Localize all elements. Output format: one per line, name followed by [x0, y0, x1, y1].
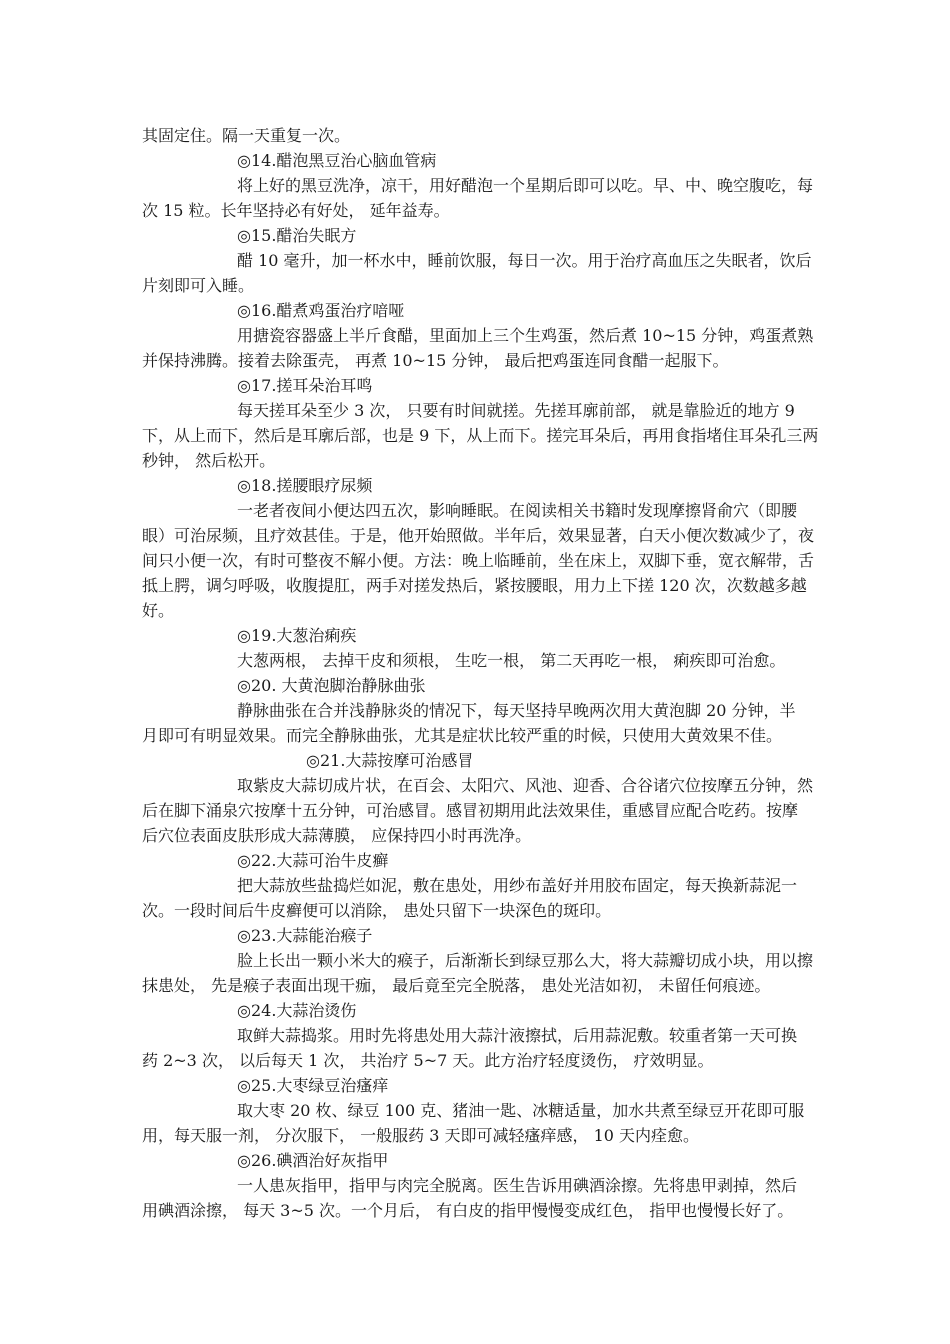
section-heading: ◎17.搓耳朵治耳鸣 [237, 376, 373, 395]
paragraph-line: 静脉曲张在合并浅静脉炎的情况下，每天坚持早晚两次用大黄泡脚 20 分钟，半 [237, 701, 796, 720]
section-heading: ◎25.大枣绿豆治瘙痒 [237, 1076, 389, 1095]
paragraph-line: 好。 [142, 601, 175, 620]
paragraph-line: 月即可有明显效果。而完全静脉曲张，尤其是症状比较严重的时候，只使用大黄效果不佳。 [142, 726, 783, 745]
section-heading: ◎26.碘酒治好灰指甲 [237, 1151, 389, 1170]
paragraph-line: 抹患处， 先是瘊子表面出现干痂， 最后竟至完全脱落， 患处光洁如初， 未留任何痕迹。 [142, 976, 771, 995]
section-heading: ◎14.醋泡黑豆治心脑血管病 [237, 151, 437, 170]
paragraph-line: 后在脚下涌泉穴按摩十五分钟，可治感冒。感冒初期用此法效果佳，重感冒应配合吃药。按摩 [142, 801, 799, 820]
document-page [142, 123, 819, 1223]
paragraph-line: 后穴位表面皮肤形成大蒜薄膜， 应保持四小时再洗净。 [142, 826, 532, 845]
section-heading: ◎18.搓腰眼疗尿频 [237, 476, 373, 495]
paragraph-line: 用碘酒涂擦， 每天 3~5 次。一个月后， 有白皮的指甲慢慢变成红色， 指甲也慢慢长好了。 [142, 1201, 794, 1220]
paragraph-line: 将上好的黑豆洗净，凉干，用好醋泡一个星期后即可以吃。早、中、晚空腹吃，每 [237, 176, 814, 195]
paragraph-line: 用搪瓷容器盛上半斤食醋，里面加上三个生鸡蛋，然后煮 10~15 分钟，鸡蛋煮熟 [237, 326, 814, 345]
paragraph-line: 间只小便一次，有时可整夜不解小便。方法：晚上临睡前，坐在床上，双脚下垂，宽衣解带，舌 [142, 551, 815, 570]
paragraph-line: 每天搓耳朵至少 3 次， 只要有时间就搓。先搓耳廓前部， 就是靠脸近的地方 9 [237, 401, 795, 420]
paragraph-line: 次。一段时间后牛皮癣便可以消除， 患处只留下一块深色的斑印。 [142, 901, 612, 920]
paragraph-line: 用，每天服一剂， 分次服下， 一般服药 3 天即可减轻瘙痒感， 10 天内痊愈。 [142, 1126, 700, 1145]
paragraph-line: 取紫皮大蒜切成片状，在百会、太阳穴、风池、迎香、合谷诸穴位按摩五分钟，然 [237, 776, 814, 795]
section-heading: ◎22.大蒜可治牛皮癣 [237, 851, 389, 870]
paragraph-line: 片刻即可入睡。 [142, 276, 255, 295]
paragraph-line: 并保持沸腾。接着去除蛋壳， 再煮 10~15 分钟， 最后把鸡蛋连同食醋一起服下。 [142, 351, 729, 370]
paragraph-line: 药 2~3 次， 以后每天 1 次， 共治疗 5~7 天。此方治疗轻度烫伤， 疗效明显。 [142, 1051, 714, 1070]
paragraph-line: 其固定住。隔一天重复一次。 [142, 126, 351, 145]
paragraph-line: 醋 10 毫升，加一杯水中，睡前饮服，每日一次。用于治疗高血压之失眠者，饮后 [237, 251, 812, 270]
paragraph-line: 取大枣 20 枚、绿豆 100 克、猪油一匙、冰糖适量，加水共煮至绿豆开花即可服 [237, 1101, 805, 1120]
paragraph-line: 脸上长出一颗小米大的瘊子，后渐渐长到绿豆那么大，将大蒜瓣切成小块，用以擦 [237, 951, 814, 970]
paragraph-line: 眼）可治尿频，且疗效甚佳。于是，他开始照做。半年后，效果显著，白天小便次数减少了，夜 [142, 526, 815, 545]
section-heading: ◎16.醋煮鸡蛋治疗喑哑 [237, 301, 405, 320]
paragraph-line: 一老者夜间小便达四五次，影响睡眠。在阅读相关书籍时发现摩擦肾俞穴（即腰 [237, 501, 798, 520]
paragraph-line: 下，从上而下，然后是耳廓后部，也是 9 下，从上而下。搓完耳朵后，再用食指堵住耳朵孔三两 [142, 426, 819, 445]
section-heading: ◎20. 大黄泡脚治静脉曲张 [237, 676, 426, 695]
paragraph-line: 一人患灰指甲，指甲与肉完全脱离。医生告诉用碘酒涂擦。先将患甲剥掉，然后 [237, 1176, 798, 1195]
section-heading: ◎24.大蒜治烫伤 [237, 1001, 357, 1020]
paragraph-line: 秒钟， 然后松开。 [142, 451, 276, 470]
section-heading: ◎23.大蒜能治瘊子 [237, 926, 373, 945]
paragraph-line: 取鲜大蒜捣浆。用时先将患处用大蒜汁液擦拭，后用蒜泥敷。较重者第一天可换 [237, 1026, 798, 1045]
paragraph-line: 次 15 粒。长年坚持必有好处， 延年益寿。 [142, 201, 450, 220]
paragraph-line: 抵上腭，调匀呼吸，收腹提肛，两手对搓发热后，紧按腰眼，用力上下搓 120 次，次数越多越 [142, 576, 807, 595]
section-heading: ◎21.大蒜按摩可治感冒 [306, 751, 474, 770]
section-heading: ◎15.醋治失眠方 [237, 226, 357, 245]
paragraph-line: 大葱两根， 去掉干皮和须根， 生吃一根， 第二天再吃一根， 痢疾即可治愈。 [237, 651, 786, 670]
section-heading: ◎19.大葱治痢疾 [237, 626, 357, 645]
paragraph-line: 把大蒜放些盐捣烂如泥，敷在患处，用纱布盖好并用胶布固定，每天换新蒜泥一 [237, 876, 798, 895]
